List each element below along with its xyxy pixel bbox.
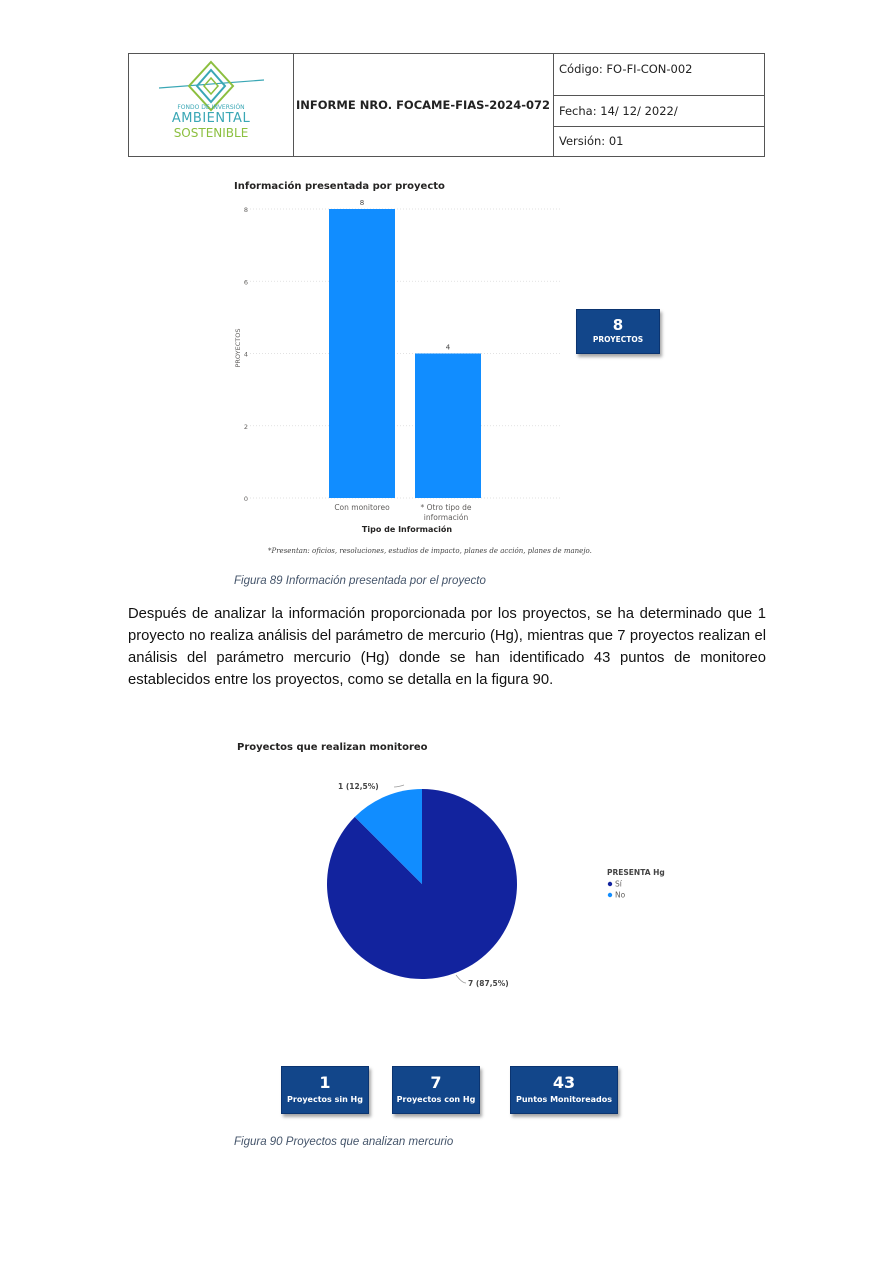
bar-chart-title: Información presentada por proyecto	[234, 181, 445, 192]
y-tick-label-3: 6	[243, 278, 248, 287]
kpi-card-projects	[576, 309, 660, 354]
logo-line3: SOSTENIBLE	[173, 126, 249, 140]
report-title: INFORME NRO. FOCAME-FIAS-2024-072	[293, 54, 554, 156]
y-tick-label-1: 2	[243, 422, 248, 431]
pie-leader-line-0	[456, 975, 466, 983]
body-paragraph: Después de analizar la información proporcionada por los proyectos, se ha determinado que 1 proyecto no realiza análisis del parámetro de mercurio (Hg), mientras que 7 proyectos realizan el análisis del parámetro mercurio (Hg) donde se han identificado 43 puntos de monitoreo establecidos entre los proyectos, como se detalla en la figura 90.	[128, 606, 766, 688]
document-code: Código: FO-FI-CON-002	[553, 54, 764, 96]
logo-line2: AMBIENTAL	[171, 111, 251, 126]
bar-data-label-1: 4	[445, 343, 451, 352]
kpi-with-hg-value: 7	[430, 1073, 442, 1092]
kpi-with-hg-label: Proyectos con Hg	[396, 1095, 476, 1104]
logo-cell	[129, 54, 294, 156]
kpi-projects-label: PROYECTOS	[592, 335, 644, 344]
figure-89-caption: Figura 89 Información presentada por el proyecto	[234, 575, 486, 587]
pie-chart-title: Proyectos que realizan monitoreo	[237, 742, 428, 753]
document-version: Versión: 01	[559, 134, 624, 148]
y-tick-label-2: 4	[243, 350, 248, 359]
pie-slice-label-1: 1 (12,5%)	[338, 782, 379, 791]
pie-legend-marker-0	[608, 882, 612, 886]
kpi-card-projects-without-hg	[281, 1066, 369, 1114]
kpi-monitored-points-label: Puntos Monitoreados	[515, 1095, 613, 1104]
x-tick-label-0: Con monitoreo	[334, 503, 390, 512]
kpi-without-hg-value: 1	[319, 1073, 331, 1092]
pie-chart	[290, 775, 750, 1005]
logo-line1: FONDO DE INVERSIÓN	[177, 104, 245, 111]
x-axis-title: Tipo de Información	[361, 525, 453, 534]
y-tick-label-0: 0	[243, 495, 248, 503]
document-meta	[553, 54, 764, 156]
x-tick-label-1-line2: información	[423, 513, 469, 522]
kpi-card-projects-with-hg	[392, 1066, 480, 1114]
pie-slice-label-0: 7 (87,5%)	[468, 979, 509, 988]
x-tick-label-1-line1: * Otro tipo de	[420, 503, 472, 512]
pie-legend-label-0: Sí	[615, 879, 622, 889]
bar-0	[329, 209, 395, 498]
kpi-projects-value: 8	[612, 316, 624, 334]
kpi-without-hg-label: Proyectos sin Hg	[287, 1095, 363, 1104]
document-header	[128, 53, 765, 157]
bar-1	[415, 354, 481, 499]
pie-legend-marker-1	[608, 893, 612, 897]
y-axis-title: PROYECTOS	[234, 328, 242, 368]
bar-data-label-0: 8	[359, 199, 365, 207]
kpi-card-monitored-points	[510, 1066, 618, 1114]
figure-90-caption: Figura 90 Proyectos que analizan mercurio	[234, 1136, 454, 1148]
bar-chart-footnote: *Presentan: oficios, resoluciones, estudios de impacto, planes de acción, planes de manejo.	[268, 547, 592, 555]
pie-legend-label-1: No	[615, 890, 626, 900]
pie-legend-title: PRESENTA Hg	[607, 868, 665, 877]
document-date: Fecha: 14/ 12/ 2022/	[553, 96, 764, 127]
y-tick-label-4: 8	[243, 206, 248, 214]
kpi-monitored-points-value: 43	[552, 1073, 576, 1092]
pie-leader-line-1	[394, 785, 404, 787]
bar-chart	[228, 196, 568, 541]
